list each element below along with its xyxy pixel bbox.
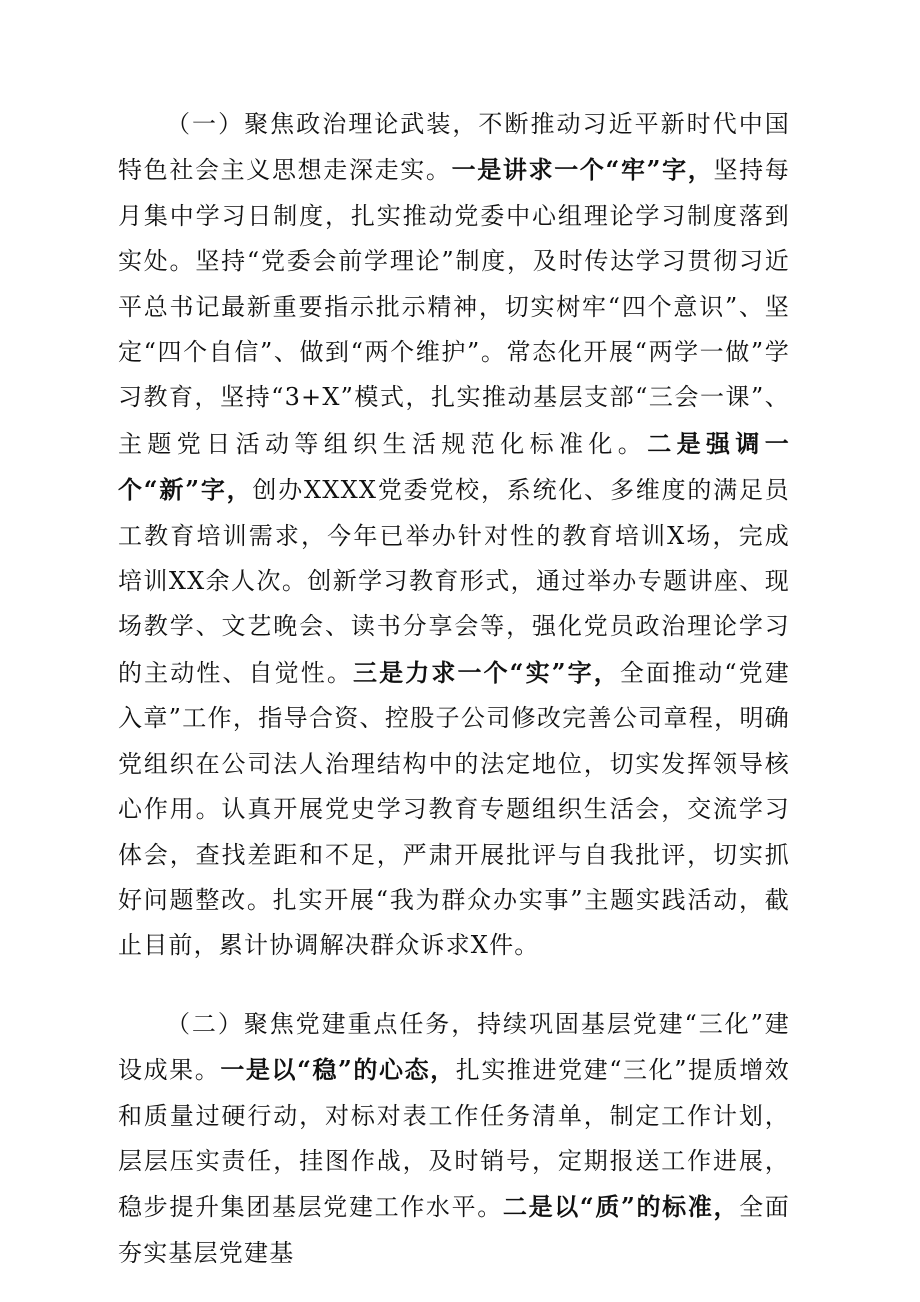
bold-text-run: 三是力求一个“实”字， bbox=[353, 657, 620, 687]
text-run: 扎实推进党建“三化”提质增效和质量过硬行动，对标对表工作任务清单，制定工作计划，层层压实责任，挂图作战，及时销号，定期报送工作进展，稳步提升集团基层党建工作水平。 bbox=[118, 1056, 791, 1222]
bold-text-run: 一是讲求一个“牢”字， bbox=[451, 155, 714, 185]
text-run: 创办XXXX党委党校，系统化、多维度的满足员工教育培训需求，今年已举办针对性的教育培训X场，完成培训XX余人次。创新学习教育形式，通过举办专题讲座、现场教学、文艺晚会、读书分享会等，强化党员政治理论学习的主动性、自觉性。 bbox=[118, 476, 790, 687]
paragraph-1 bbox=[118, 102, 790, 969]
text-run: （二）聚焦党建重点任务，持续巩固基层党建“三化”建设成果。 bbox=[118, 1009, 790, 1085]
bold-text-run: 二是强调一个“新”字， bbox=[118, 428, 791, 505]
bold-text-run: 一是以“稳”的心态， bbox=[220, 1055, 456, 1085]
text-run: （一）聚焦政治理论武装，不断推动习近平新时代中国特色社会主义思想走深走实。 bbox=[118, 110, 790, 185]
text-run: 全面夯实基层党建基 bbox=[118, 1193, 791, 1267]
text-run: 坚持每月集中学习日制度，扎实推动党委中心组理论学习制度落到实处。坚持“党委会前学理论”制度，及时传达学习贯彻习近平总书记最新重要指示批示精神，切实树牢“四个意识”、坚定“四个自信”、做到“两个维护”。常态化开展“两学一做”学习教育，坚持“3+X”模式，扎实推动基层支部“三会一课”、主题党日活动等组织生活规范化标准化。 bbox=[118, 156, 790, 458]
paragraph-2 bbox=[118, 1002, 790, 1276]
bold-text-run: 二是以“质”的标准， bbox=[502, 1192, 740, 1222]
text-run: 全面推动“党建入章”工作，指导合资、控股子公司修改完善公司章程，明确党组织在公司法人治理结构中的法定地位，切实发挥领导核心作用。认真开展党史学习教育专题组织生活会，交流学习体会，查找差距和不足，严肃开展批评与自我批评，切实抓好问题整改。扎实开展“我为群众办实事”主题实践活动，截止目前，累计协调解决群众诉求X件。 bbox=[118, 658, 790, 960]
